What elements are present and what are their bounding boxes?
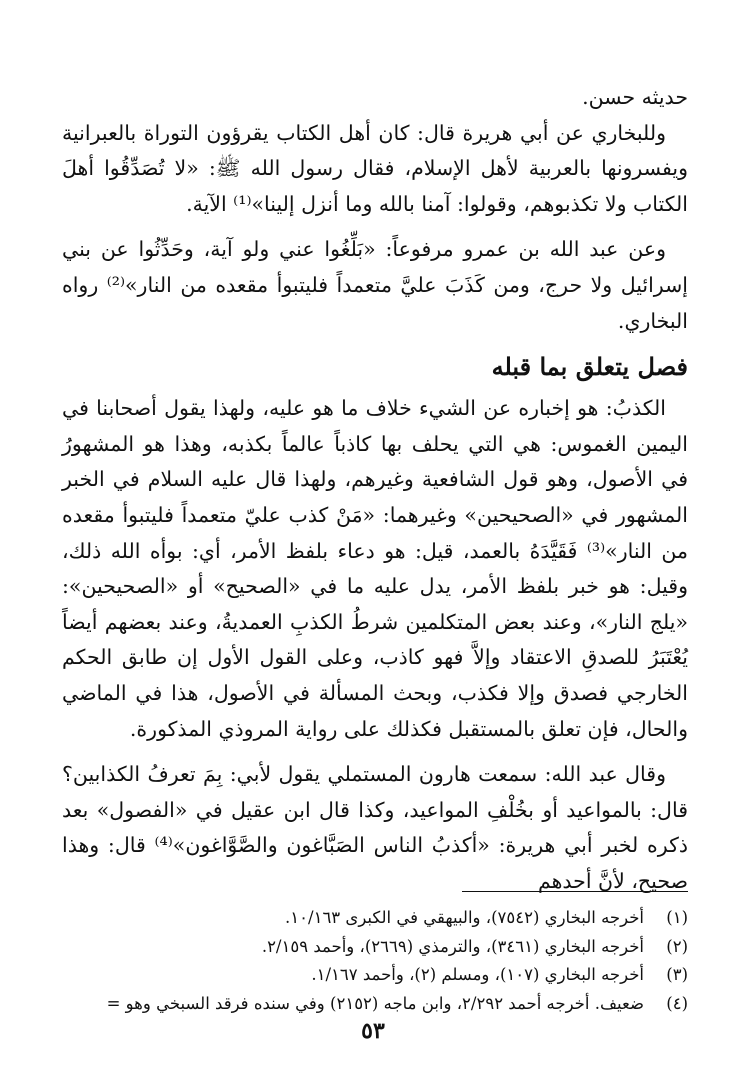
- paragraph-harun-al-mustamli: وقال عبد الله: سمعت هارون المستملي يقول لأبي: بِمَ تعرفُ الكذابين؟ قال: بالمواعيد أو بخُلْفِ المواعيد، وكذا قال ابن عقيل في «الفصول» بعد ذكره لخبر أبي هريرة: «أكذبُ الناس الصَبَّاغون والصَّوَّاغون»⁽⁴⁾ قال: وهذا صحيح، لأنَّ أحدهم: [62, 762, 688, 893]
- footnote-number: (٤): [666, 993, 688, 1013]
- footnote-text: أخرجه البخاري (٧٥٤٢)، والبيهقي في الكبرى ١٠/١٦٣.: [285, 908, 644, 927]
- paragraph-abdullah-ibn-amr: وعن عبد الله بن عمرو مرفوعاً: «بَلِّغُوا عني ولو آية، وحَدِّثُوا عن بني إسرائيل ولا حرج، ومن كَذَبَ عليَّ متعمداً فليتبوأ مقعده من النار»⁽²⁾ رواه البخاري.: [62, 237, 688, 333]
- section-heading: فصل يتعلق بما قبله: [491, 352, 688, 382]
- footnote-number: (١): [666, 908, 688, 927]
- footnote: [62, 961, 688, 990]
- paragraph-bukhari-abu-hurayra: وللبخاري عن أبي هريرة قال: كان أهل الكتاب يقرؤون التوراة بالعبرانية ويفسرونها بالعربية لأهل الإسلام، فقال رسول الله ﷺ: «لا تُصَدِّقُوا أهلَ الكتاب ولا تكذبوهم، وقولوا: آمنا بالله وما أنزل إلينا»⁽¹⁾ الآية.: [62, 120, 688, 216]
- footnote-text: ضعيف. أخرجه أحمد ٢/٢٩٢، وابن ماجه (٢١٥٢) وفي سنده فرقد السبخي وهو =: [106, 993, 644, 1013]
- footnote-text: أخرجه البخاري (١٠٧)، ومسلم (٢)، وأحمد ١/١٦٧.: [311, 965, 644, 984]
- footnote-separator: [462, 891, 688, 892]
- footnote: [62, 904, 688, 933]
- paragraph-continuation: حديثه حسن.: [582, 85, 688, 109]
- footnotes: [62, 904, 688, 1018]
- main-text: [62, 80, 688, 899]
- page-number: ٥٣: [361, 1018, 385, 1044]
- paragraph-definition-of-lying: الكذبُ: هو إخباره عن الشيء خلاف ما هو عليه، ولهذا يقول أصحابنا في اليمين الغموس: هي التي يحلف بها كاذباً عالماً بكذبه، وهذا هو المشهورُ في الأصول، وهو قول الشافعية وغيرهم، ولهذا قال عليه السلام في الخبر المشهور في «الصحيحين» وغيرهما: «مَنْ كذب عليّ متعمداً فليتبوأ مقعده من النار»⁽³⁾ فَقَيَّدَهُ بالعمد، قيل: هو دعاء بلفظ الأمر، أي: بوأه الله ذلك، وقيل: هو خبر بلفظ الأمر، يدل عليه ما في «الصحيح» أو «الصحيحين»: «يلج النار»، وعند بعض المتكلمين شرطُ الكذبِ العمديةُ، وعند بعضهم أيضاً يُعْتَبَرُ للصدقِ الاعتقاد وإلاَّ فهو كاذب، وعلى القول الأول إن طابق الحكم الخارجي فصدق وإلا فكذب، وبحث المسألة في الأصول، هذا في الماضي والحال، فإن تعلق بالمستقبل فكذلك على رواية المروذي المذكورة.: [62, 396, 689, 741]
- footnote: [62, 990, 688, 1019]
- footnote-number: (٣): [666, 965, 688, 984]
- footnote-number: (٢): [666, 936, 688, 956]
- footnote: [62, 933, 688, 962]
- footnote-text: أخرجه البخاري (٣٤٦١)، والترمذي (٢٦٦٩)، وأحمد ٢/١٥٩.: [261, 936, 644, 956]
